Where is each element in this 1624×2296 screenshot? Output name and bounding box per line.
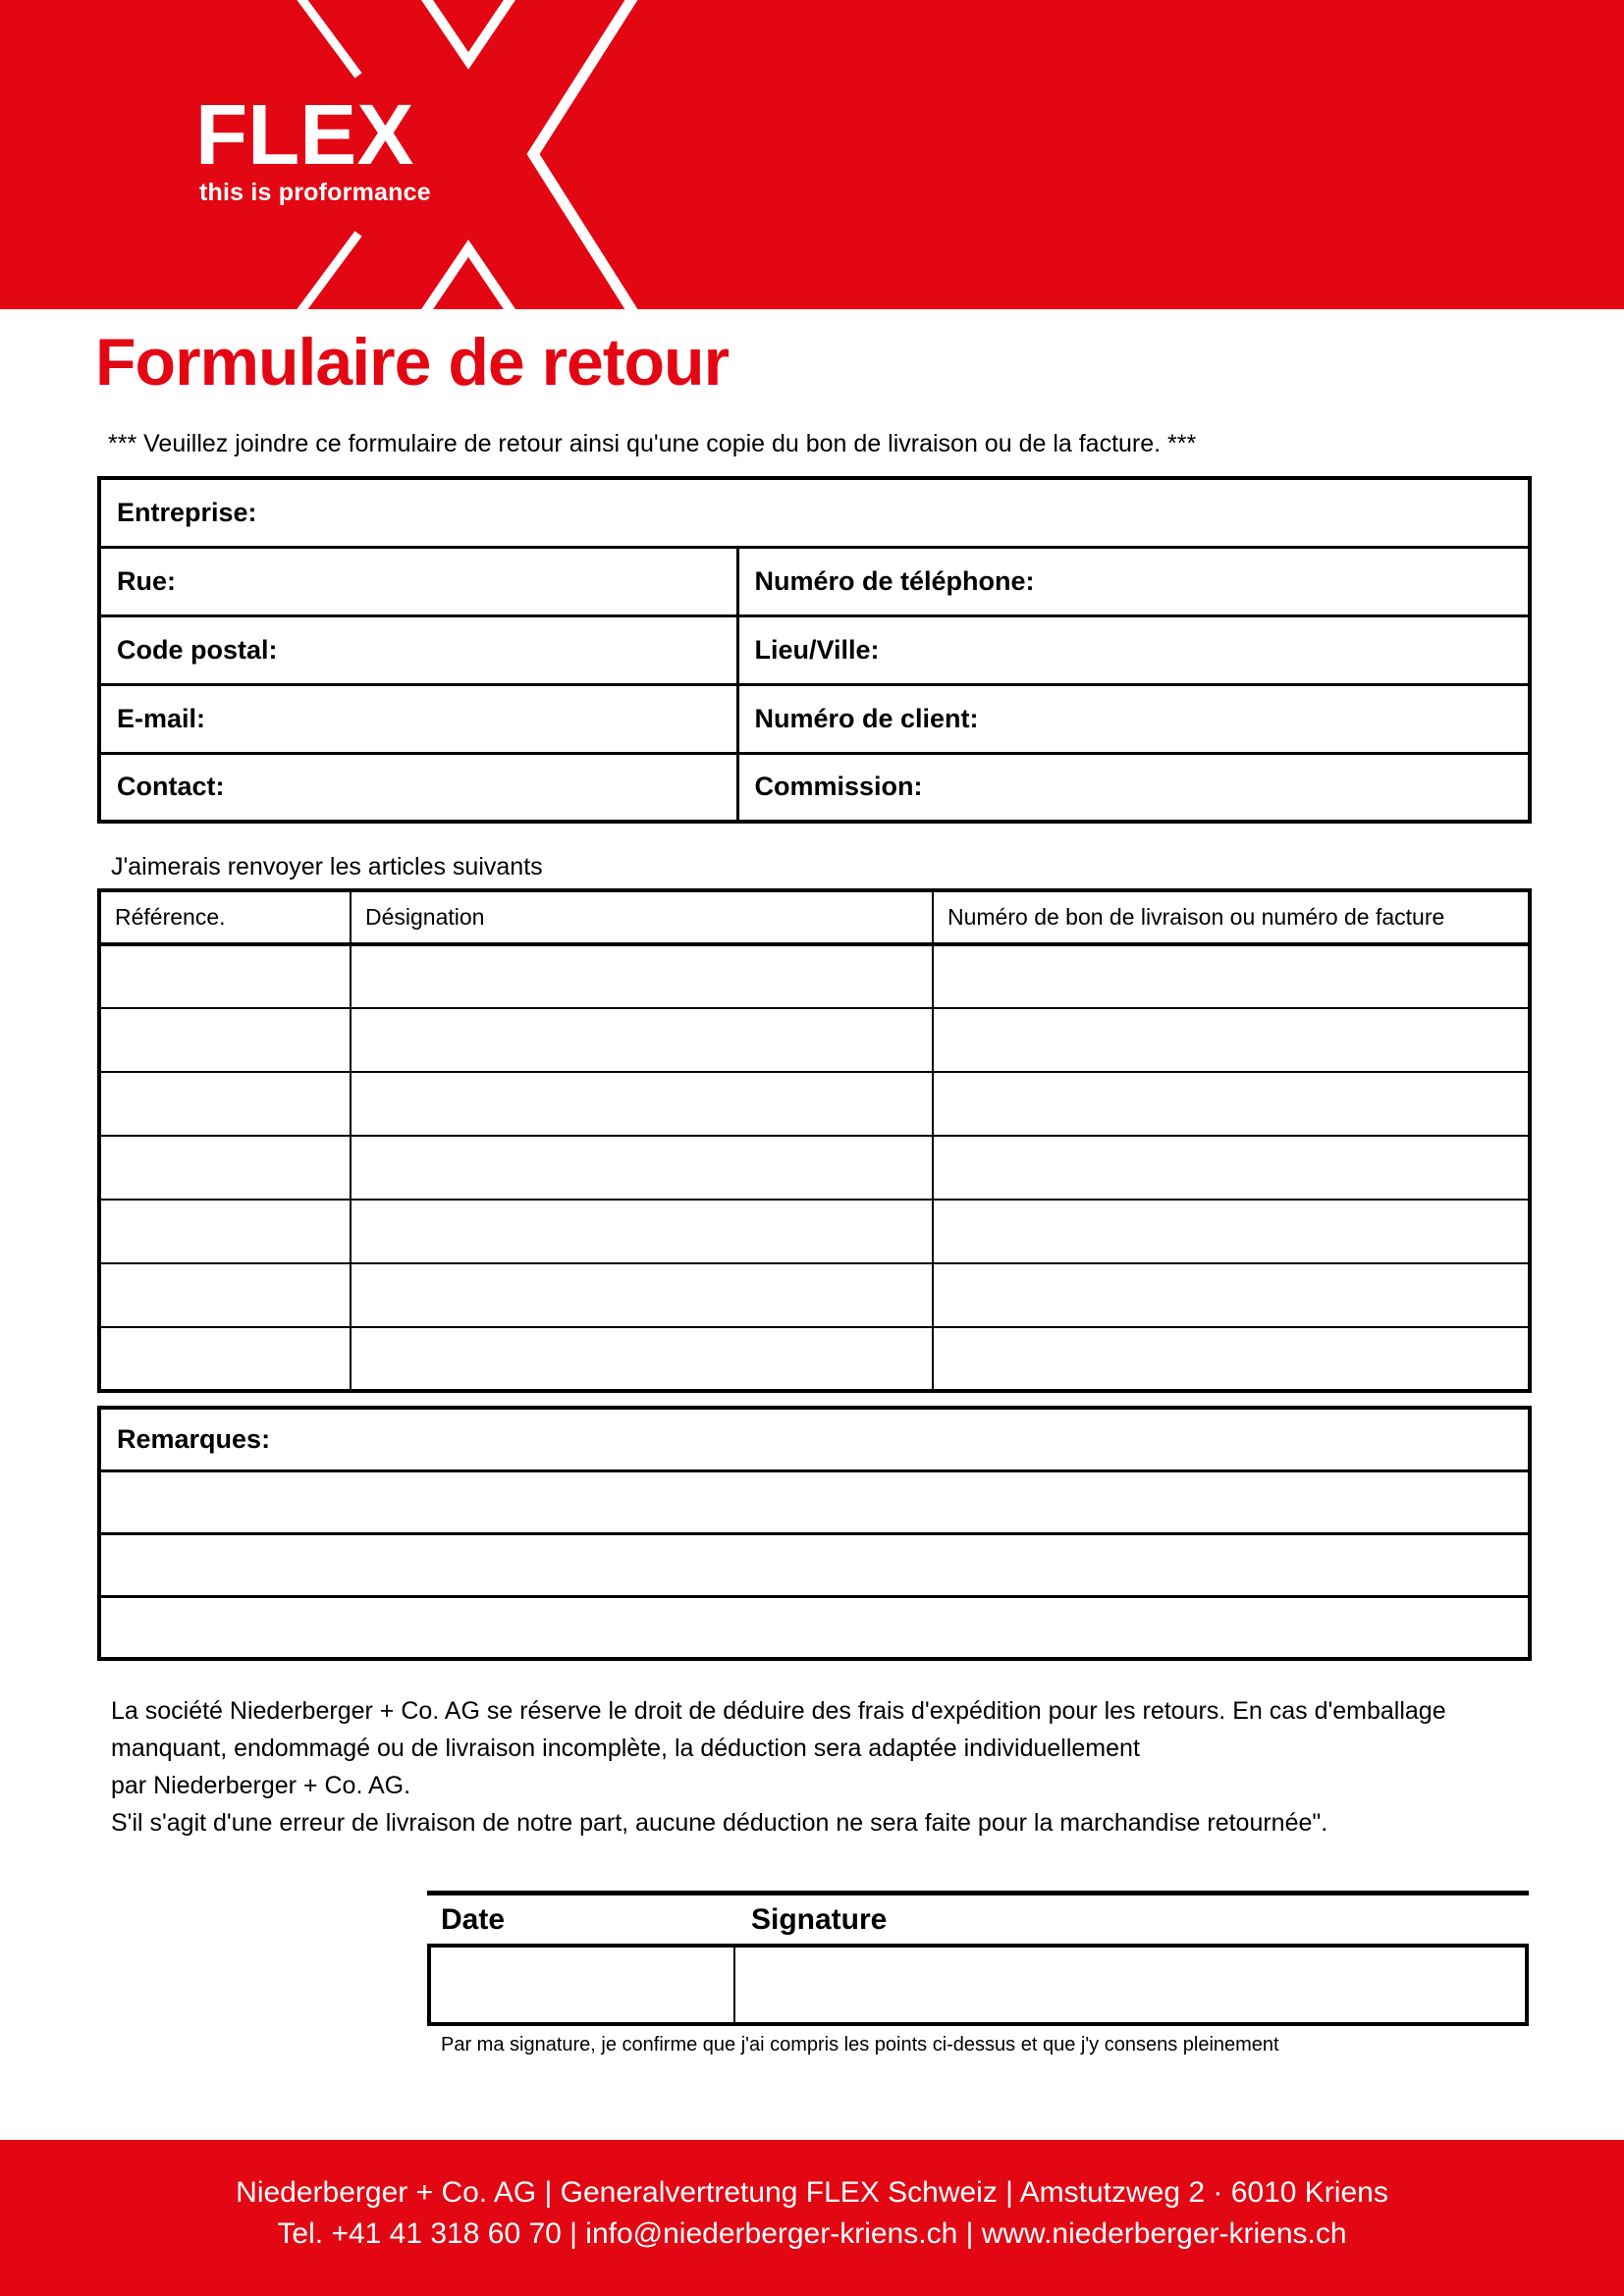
item-numero-cell[interactable] bbox=[933, 1136, 1530, 1200]
contact-info-table bbox=[97, 476, 1532, 824]
date-label: Date bbox=[441, 1902, 506, 1936]
item-numero-cell[interactable] bbox=[933, 1200, 1530, 1263]
item-row bbox=[99, 1136, 1530, 1200]
footer-contact-line: Tel. +41 41 318 60 70 | info@niederberger-kriens.ch | www.niederberger-kriens.ch bbox=[277, 2217, 1347, 2250]
legal-line: manquant, endommagé ou de livraison incomplète, la déduction sera adaptée individuellement bbox=[111, 1735, 1140, 1762]
remarks-field[interactable] bbox=[99, 1408, 1530, 1470]
item-row bbox=[99, 944, 1530, 1008]
remarks-row bbox=[99, 1596, 1530, 1659]
item-designation-cell[interactable] bbox=[351, 1008, 933, 1072]
commission-label: Commission: bbox=[754, 772, 923, 802]
legal-line: S'il s'agit d'une erreur de livraison de notre part, aucune déduction ne sera faite pour la marchandise retournée". bbox=[111, 1809, 1328, 1837]
flex-tagline: this is proformance bbox=[199, 179, 431, 206]
legal-line: par Niederberger + Co. AG. bbox=[111, 1772, 411, 1799]
legal-note bbox=[111, 1692, 1446, 1842]
rue-label: Rue: bbox=[117, 565, 176, 596]
entreprise-field[interactable] bbox=[99, 478, 1530, 547]
item-designation-cell[interactable] bbox=[351, 1200, 933, 1263]
page-title: Formulaire de retour bbox=[95, 325, 730, 400]
item-numero-cell[interactable] bbox=[933, 1072, 1530, 1136]
lieu-ville-label: Lieu/Ville: bbox=[754, 634, 880, 665]
signature-block bbox=[427, 1891, 1529, 2056]
item-row bbox=[99, 1200, 1530, 1263]
remarks-table bbox=[97, 1406, 1532, 1661]
numero-client-field[interactable] bbox=[737, 684, 1530, 753]
footer bbox=[0, 2140, 1624, 2296]
items-header-row bbox=[99, 890, 1530, 944]
item-reference-cell[interactable] bbox=[99, 1327, 351, 1391]
items-intro: J'aimerais renvoyer les articles suivants bbox=[111, 853, 543, 881]
item-designation-cell[interactable] bbox=[351, 1263, 933, 1327]
email-label: E-mail: bbox=[117, 703, 206, 733]
column-header-reference: Référence. bbox=[99, 890, 351, 944]
signature-input-cell[interactable] bbox=[735, 1948, 1525, 2022]
footer-address-line: Niederberger + Co. AG | Generalvertretung FLEX Schweiz | Amstutzweg 2 · 6010 Kriens bbox=[236, 2176, 1388, 2209]
telephone-field[interactable] bbox=[737, 547, 1530, 615]
remarks-label-row bbox=[99, 1408, 1530, 1470]
item-reference-cell[interactable] bbox=[99, 1072, 351, 1136]
item-reference-cell[interactable] bbox=[99, 1200, 351, 1263]
item-reference-cell[interactable] bbox=[99, 1136, 351, 1200]
item-designation-cell[interactable] bbox=[351, 1072, 933, 1136]
signature-headers bbox=[427, 1896, 1529, 1944]
table-row bbox=[99, 547, 1530, 615]
entreprise-label: Entreprise: bbox=[117, 497, 257, 527]
item-designation-cell[interactable] bbox=[351, 1136, 933, 1200]
intro-note: *** Veuillez joindre ce formulaire de retour ainsi qu'une copie du bon de livraison ou de la facture. *** bbox=[108, 430, 1197, 457]
table-row bbox=[99, 478, 1530, 547]
code-postal-label: Code postal: bbox=[117, 634, 278, 665]
contact-field[interactable] bbox=[99, 753, 737, 822]
item-row bbox=[99, 1263, 1530, 1327]
lieu-ville-field[interactable] bbox=[737, 615, 1530, 684]
item-reference-cell[interactable] bbox=[99, 1008, 351, 1072]
remarks-input-cell[interactable] bbox=[99, 1533, 1530, 1596]
item-row bbox=[99, 1008, 1530, 1072]
table-row bbox=[99, 615, 1530, 684]
remarks-input-cell[interactable] bbox=[99, 1470, 1530, 1533]
remarks-input-cell[interactable] bbox=[99, 1596, 1530, 1659]
email-field[interactable] bbox=[99, 684, 737, 753]
date-input-cell[interactable] bbox=[431, 1948, 735, 2022]
legal-line: La société Niederberger + Co. AG se réserve le droit de déduire des frais d'expédition pour les retours. En cas d'emballage bbox=[111, 1697, 1446, 1725]
items-table bbox=[97, 888, 1532, 1393]
signature-box bbox=[427, 1944, 1529, 2026]
remarks-row bbox=[99, 1470, 1530, 1533]
signature-caption: Par ma signature, je confirme que j'ai compris les points ci-dessus et que j'y consens pleinement bbox=[441, 2034, 1279, 2056]
remarks-row bbox=[99, 1533, 1530, 1596]
contact-label: Contact: bbox=[117, 772, 225, 802]
rue-field[interactable] bbox=[99, 547, 737, 615]
remarks-label: Remarques: bbox=[117, 1423, 271, 1454]
item-row bbox=[99, 1072, 1530, 1136]
item-numero-cell[interactable] bbox=[933, 1263, 1530, 1327]
table-row bbox=[99, 684, 1530, 753]
column-header-numero-bon: Numéro de bon de livraison ou numéro de facture bbox=[933, 890, 1530, 944]
item-designation-cell[interactable] bbox=[351, 1327, 933, 1391]
commission-field[interactable] bbox=[737, 753, 1530, 822]
numero-client-label: Numéro de client: bbox=[754, 703, 979, 733]
table-row bbox=[99, 753, 1530, 822]
item-row bbox=[99, 1327, 1530, 1391]
item-numero-cell[interactable] bbox=[933, 1008, 1530, 1072]
code-postal-field[interactable] bbox=[99, 615, 737, 684]
column-header-designation: Désignation bbox=[351, 890, 933, 944]
item-numero-cell[interactable] bbox=[933, 944, 1530, 1008]
brand-header bbox=[0, 0, 1624, 309]
item-numero-cell[interactable] bbox=[933, 1327, 1530, 1391]
item-reference-cell[interactable] bbox=[99, 944, 351, 1008]
item-reference-cell[interactable] bbox=[99, 1263, 351, 1327]
flex-logo: FLEX bbox=[195, 87, 414, 183]
signature-label: Signature bbox=[751, 1902, 888, 1936]
item-designation-cell[interactable] bbox=[351, 944, 933, 1008]
telephone-label: Numéro de téléphone: bbox=[754, 565, 1035, 596]
